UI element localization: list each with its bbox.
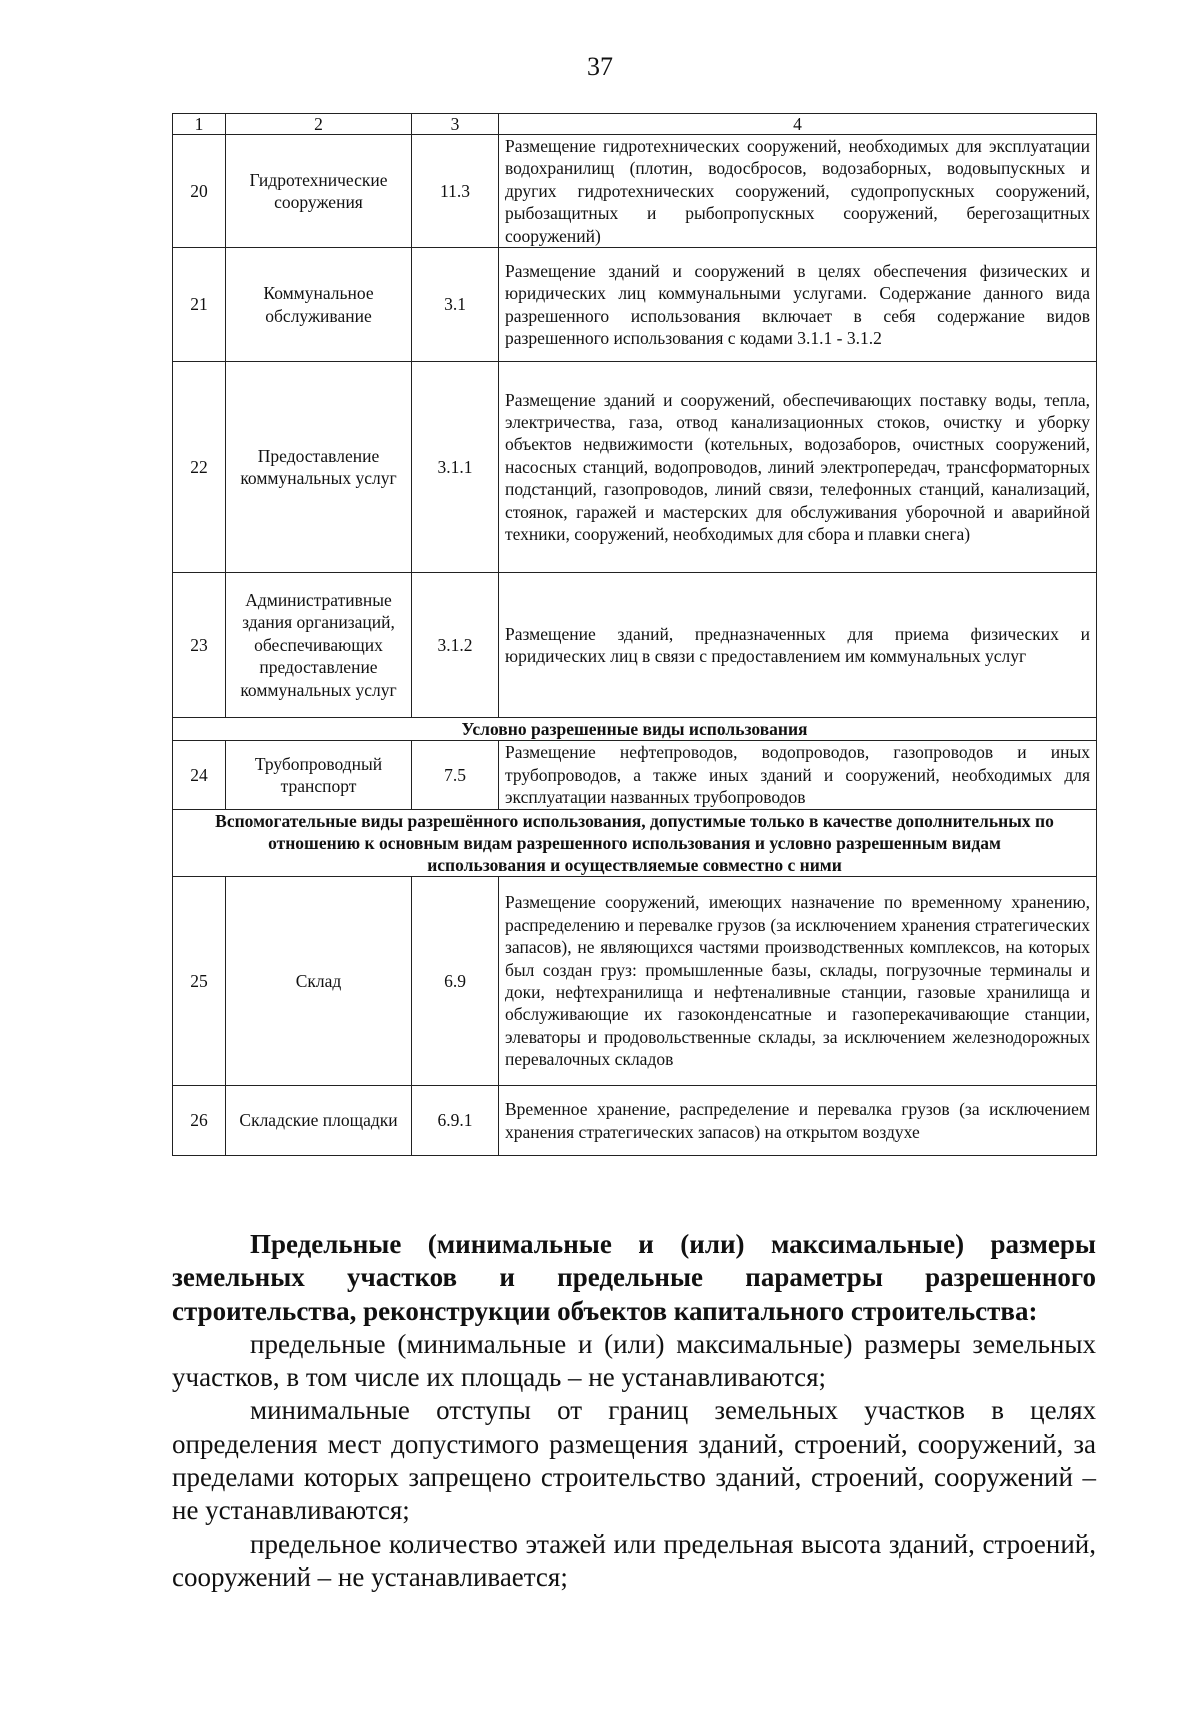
use-type-code: 11.3 (412, 135, 499, 248)
section-title: Условно разрешенные виды использования (173, 718, 1097, 741)
table-row (173, 1086, 1097, 1156)
paragraph: предельное количество этажей или предельная высота зданий, строений, сооружений – не устанавливается; (172, 1528, 1096, 1592)
section-title: Вспомогательные виды разрешённого использования, допустимые только в качестве дополнительных по отношению к основным видам разрешенного использования и условно разрешенным видам использования и осуществляемые совместно с ними (173, 810, 1097, 877)
use-type-description: Размещение зданий, предназначенных для приема физических и юридических лиц в связи с предоставлением им коммунальных услуг (499, 573, 1097, 718)
page-number: 37 (587, 52, 613, 81)
table-header-row (173, 114, 1097, 135)
use-type-code: 3.1.2 (412, 573, 499, 718)
use-type-code: 3.1.1 (412, 362, 499, 573)
body-text (172, 1228, 1096, 1594)
section-row-conditional (173, 718, 1097, 741)
column-header: 2 (226, 114, 412, 135)
column-header: 3 (412, 114, 499, 135)
use-type-name: Трубопроводный транспорт (226, 741, 412, 810)
use-type-description: Размещение сооружений, имеющих назначение по временному хранению, распределению и перевалке грузов (за исключением хранения стратегических запасов), не являющихся частями производственных комплексов, на которых был создан груз: промышленные базы, склады, погрузочные терминалы и доки, нефтехранилища и нефтеналивные станции, газовые хранилища и обслуживающие их газоконденсатные и газоперекачивающие станции, элеваторы и продовольственные склады, за исключением железнодорожных перевалочных складов (499, 877, 1097, 1086)
use-type-description: Размещение зданий и сооружений в целях обеспечения физических и юридических лиц коммунальными услугами. Содержание данного вида разрешенного использования включает в себя содержание видов разрешенного использования с кодами 3.1.1 - 3.1.2 (499, 248, 1097, 362)
row-number: 22 (173, 362, 226, 573)
use-type-code: 6.9.1 (412, 1086, 499, 1156)
table-row (173, 741, 1097, 810)
row-number: 23 (173, 573, 226, 718)
row-number: 26 (173, 1086, 226, 1156)
land-use-table (172, 113, 1097, 1156)
table-row (173, 573, 1097, 718)
section-row-auxiliary (173, 810, 1097, 877)
table-row (173, 248, 1097, 362)
section-heading: Предельные (минимальные и (или) максимальные) размеры земельных участков и предельные параметры разрешенного строительства, реконструкции объектов капитального строительства: (172, 1229, 1096, 1326)
use-type-description: Временное хранение, распределение и перевалка грузов (за исключением хранения стратегических запасов) на открытом воздухе (499, 1086, 1097, 1156)
paragraph: предельные (минимальные и (или) максимальные) размеры земельных участков, в том числе их площадь – не устанавливаются; (172, 1328, 1096, 1393)
use-type-name: Склад (226, 877, 412, 1086)
table-row (173, 877, 1097, 1086)
use-type-name: Предоставление коммунальных услуг (226, 362, 412, 573)
paragraph: минимальные отступы от границ земельных участков в целях определения мест допустимого размещения зданий, строений, сооружений, за пределами которых запрещено строительство зданий, строений, сооружений – не устанавливаются; (172, 1395, 1096, 1526)
column-header: 1 (173, 114, 226, 135)
column-header: 4 (499, 114, 1097, 135)
row-number: 25 (173, 877, 226, 1086)
use-type-code: 6.9 (412, 877, 499, 1086)
use-type-name: Складские площадки (226, 1086, 412, 1156)
use-type-name: Коммунальное обслуживание (226, 248, 412, 362)
use-type-description: Размещение зданий и сооружений, обеспечивающих поставку воды, тепла, электричества, газа, отвод канализационных стоков, очистку и уборку объектов недвижимости (котельных, водозаборов, очистных сооружений, насосных станций, водопроводов, линий электропередач, трансформаторных подстанций, газопроводов, линий связи, телефонных станций, канализаций, стоянок, гаражей и мастерских для обслуживания уборочной и аварийной техники, сооружений, необходимых для сбора и плавки снега) (499, 362, 1097, 573)
use-type-code: 3.1 (412, 248, 499, 362)
row-number: 21 (173, 248, 226, 362)
table-row (173, 362, 1097, 573)
use-type-name: Административные здания организаций, обеспечивающих предоставление коммунальных услуг (226, 573, 412, 718)
table-row (173, 135, 1097, 248)
row-number: 20 (173, 135, 226, 248)
use-type-name: Гидротехнические сооружения (226, 135, 412, 248)
use-type-description: Размещение гидротехнических сооружений, необходимых для эксплуатации водохранилищ (плотин, водосбросов, водозаборных, водовыпускных и других гидротехнических сооружений, судопропускных сооружений, рыбозащитных и рыбопропускных сооружений, берегозащитных сооружений) (499, 135, 1097, 248)
use-type-description: Размещение нефтепроводов, водопроводов, газопроводов и иных трубопроводов, а также иных зданий и сооружений, необходимых для эксплуатации названных трубопроводов (499, 741, 1097, 810)
row-number: 24 (173, 741, 226, 810)
use-type-code: 7.5 (412, 741, 499, 810)
